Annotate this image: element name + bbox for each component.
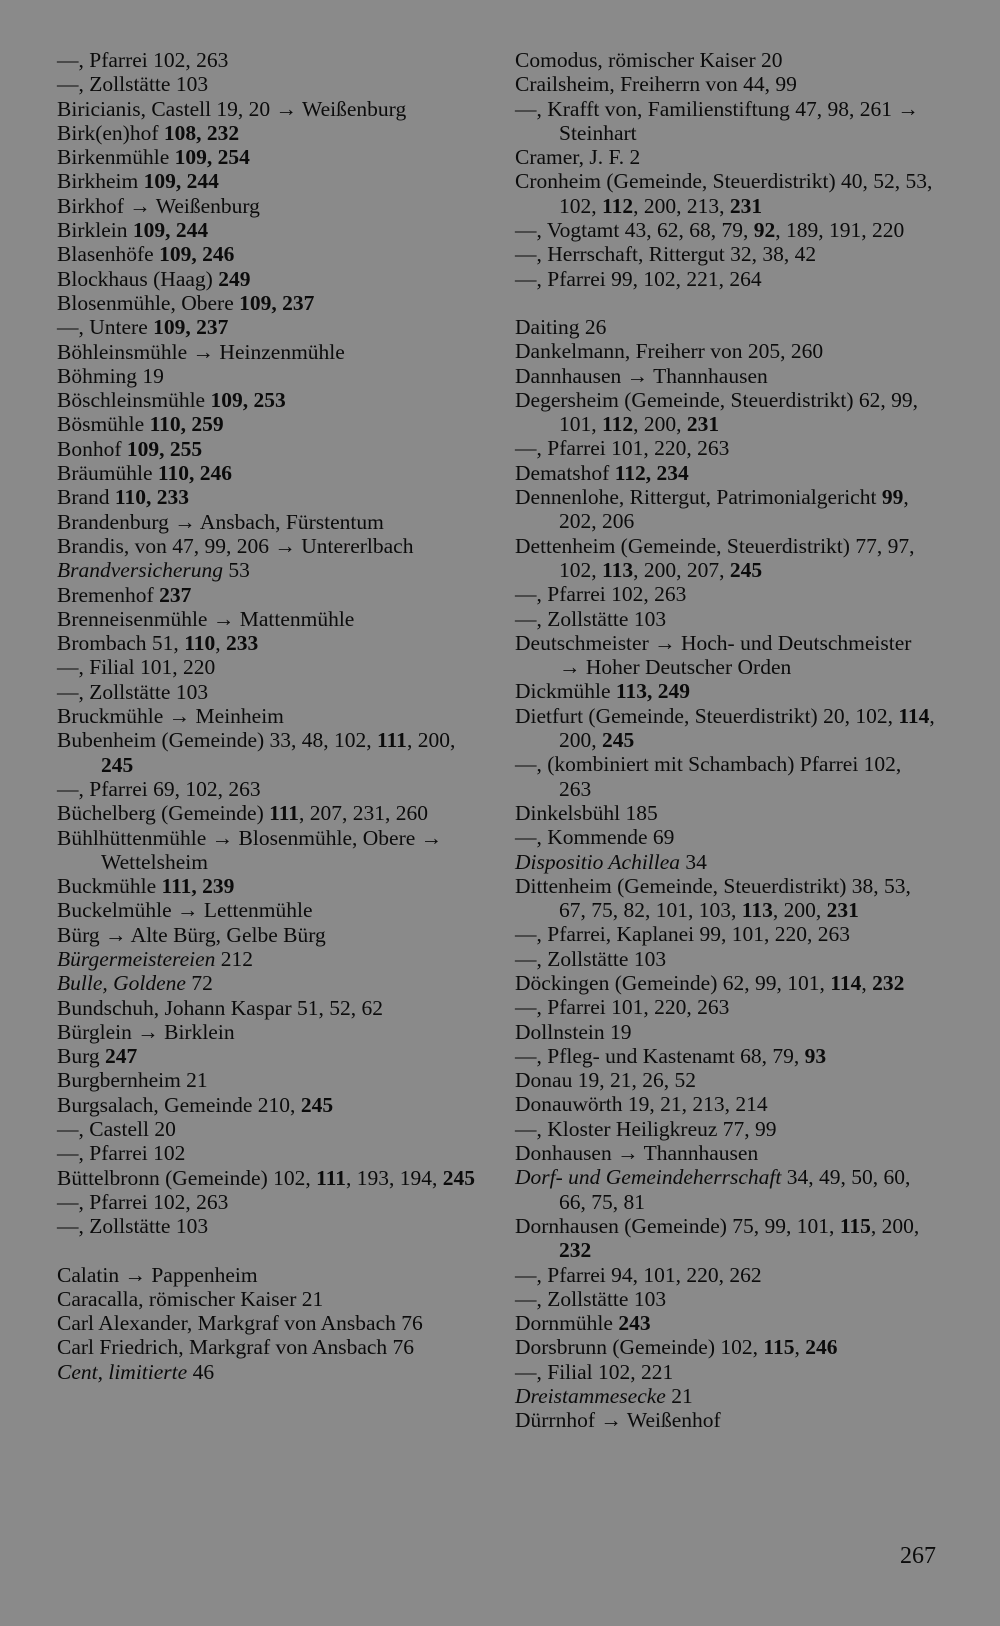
- entry-text: Dornhausen (Gemeinde) 75, 99, 101,: [515, 1213, 840, 1238]
- subject-term-italic: Bürgermeistereien: [57, 946, 216, 971]
- page-ref-bold: 113: [602, 557, 634, 582]
- entry-text: , 200,: [559, 703, 935, 753]
- entry-text: Birkenmühle: [57, 145, 175, 170]
- page-ref-bold: 245: [602, 728, 635, 753]
- page-ref-bold: 115: [763, 1335, 795, 1360]
- page-ref-bold: 114: [830, 970, 862, 995]
- index-entry: [515, 752, 935, 801]
- page-ref-bold: 245: [101, 752, 134, 777]
- entry-text: Crailsheim, Freiherrn von 44, 99: [515, 72, 797, 97]
- entry-text: —, Zollstätte 103: [515, 946, 667, 971]
- index-entry: [57, 777, 477, 801]
- index-column-right: [515, 48, 935, 1433]
- entry-text: —, Kloster Heiligkreuz 77, 99: [515, 1116, 777, 1141]
- index-entry: [515, 679, 935, 703]
- entry-text: Bräumühle: [57, 461, 158, 486]
- entry-text: —, Filial 102, 221: [515, 1359, 674, 1384]
- page-ref-bold: 111: [316, 1165, 347, 1190]
- index-entry: [57, 1141, 477, 1165]
- page-ref-bold: 109, 254: [174, 145, 250, 170]
- page-ref-bold: 110, 246: [157, 461, 232, 486]
- index-entry: [515, 582, 935, 606]
- entry-text: 212: [215, 946, 254, 971]
- page-ref-bold: 243: [618, 1311, 651, 1336]
- page-ref-bold: 233: [226, 631, 259, 656]
- page-ref-bold: 231: [729, 193, 763, 218]
- index-entry: [515, 339, 935, 363]
- entry-text: , 207, 231, 260: [299, 801, 429, 826]
- entry-text: ,: [861, 970, 873, 995]
- entry-text: Büchelberg (Gemeinde): [57, 801, 270, 826]
- entry-text: Deutschmeister → Hoch- und Deutschmeister → Hoher Deutscher Orden: [515, 630, 912, 680]
- index-entry: [57, 340, 477, 364]
- entry-text: Bundschuh, Johann Kaspar 51, 52, 62: [57, 995, 384, 1020]
- index-entry: [515, 461, 935, 485]
- page-ref-bold: 231: [826, 898, 859, 923]
- index-entry: [57, 97, 477, 121]
- entry-text: Bremenhof: [57, 582, 160, 607]
- entry-text: ,: [794, 1335, 806, 1360]
- entry-text: Blockhaus (Haag): [57, 266, 219, 291]
- entry-text: , 200,: [406, 728, 456, 753]
- entry-text: 34: [680, 849, 707, 874]
- index-entry: [57, 534, 477, 558]
- entry-text: —, Pfarrei 94, 101, 220, 262: [515, 1262, 762, 1287]
- entry-text: Birkhof → Weißenburg: [57, 193, 260, 218]
- index-entry: [515, 1068, 935, 1092]
- entry-text: , 200, 207,: [633, 557, 730, 582]
- entry-text: Donauwörth 19, 21, 213, 214: [515, 1092, 768, 1117]
- index-entry: [57, 510, 477, 534]
- index-entry: [57, 412, 477, 436]
- subject-term-italic: Dispositio Achillea: [515, 849, 681, 874]
- index-entry: [515, 1360, 935, 1384]
- entry-text: Comodus, römischer Kaiser 20: [515, 48, 783, 72]
- entry-text: ,: [215, 631, 227, 656]
- index-entry: [57, 1093, 477, 1117]
- index-entry: [57, 48, 477, 72]
- index-entry: [57, 1068, 477, 1092]
- entry-text: Bonhof: [57, 436, 127, 461]
- entry-text: Donhausen → Thannhausen: [515, 1141, 759, 1166]
- entry-text: , 193, 194,: [346, 1165, 443, 1190]
- index-entry: [57, 485, 477, 509]
- entry-text: —, Zollstätte 103: [515, 606, 667, 631]
- entry-text: —, Krafft von, Familienstiftung 47, 98, 261 → Steinhart: [515, 96, 919, 145]
- entry-text: Dennenlohe, Rittergut, Patrimonialgericht: [515, 485, 882, 510]
- subject-term-italic: Dreistammesecke: [515, 1384, 666, 1409]
- entry-text: Dannhausen → Thannhausen: [515, 363, 768, 388]
- index-entry: [57, 607, 477, 631]
- index-entry: [515, 315, 935, 339]
- entry-text: Buckmühle: [57, 874, 162, 899]
- page-ref-bold: 113, 249: [615, 679, 690, 704]
- entry-text: 53: [223, 558, 250, 583]
- entry-text: Donau 19, 21, 26, 52: [515, 1068, 696, 1093]
- index-entry: [57, 121, 477, 145]
- page-ref-bold: 112, 234: [614, 460, 689, 485]
- index-entry: [515, 1263, 935, 1287]
- entry-text: —, Untere: [57, 315, 154, 340]
- index-entry: [515, 1287, 935, 1311]
- index-column-left: [57, 48, 477, 1384]
- entry-text: Cramer, J. F. 2: [515, 145, 641, 170]
- entry-text: Döckingen (Gemeinde) 62, 99, 101,: [515, 970, 831, 995]
- entry-text: 46: [187, 1359, 215, 1384]
- page-ref-bold: 111, 239: [161, 874, 235, 899]
- entry-text: Böhming 19: [57, 363, 164, 388]
- index-entry: [515, 1020, 935, 1044]
- page-ref-bold: 109, 244: [132, 218, 209, 243]
- page-ref-bold: 237: [159, 582, 192, 607]
- index-entry: [515, 947, 935, 971]
- index-entry: [515, 388, 935, 437]
- index-entry: [515, 218, 935, 242]
- entry-text: Bubenheim (Gemeinde) 33, 48, 102,: [57, 728, 378, 753]
- entry-text: Blasenhöfe: [57, 242, 160, 267]
- index-entry: [515, 1117, 935, 1141]
- index-entry: [57, 169, 477, 193]
- entry-text: Cronheim (Gemeinde, Steuerdistrikt) 40, 52, 53, 102,: [515, 169, 933, 218]
- index-entry: [57, 631, 477, 655]
- index-entry: [515, 145, 935, 169]
- index-entry: [57, 461, 477, 485]
- page-ref-bold: 99: [881, 485, 904, 510]
- page-ref-bold: 110, 259: [149, 412, 224, 437]
- page-ref-bold: 112: [602, 412, 634, 437]
- entry-text: Biricianis, Castell 19, 20 → Weißenburg: [57, 96, 407, 121]
- entry-text: —, (kombiniert mit Schambach) Pfarrei 102, 263: [515, 752, 902, 801]
- index-entry: [57, 1335, 477, 1359]
- index-entry: [57, 680, 477, 704]
- index-entry: [57, 923, 477, 947]
- entry-text: Bösmühle: [57, 412, 150, 437]
- page-ref-bold: 109, 237: [153, 315, 229, 340]
- index-entry: [515, 607, 935, 631]
- index-entry: [515, 1141, 935, 1165]
- page-ref-bold: 110: [184, 631, 216, 656]
- index-entry: [515, 825, 935, 849]
- subject-term-italic: Cent, limitierte: [57, 1359, 188, 1384]
- index-entry: [515, 436, 935, 460]
- entry-text: 21: [665, 1384, 693, 1409]
- page-ref-bold: 232: [559, 1238, 592, 1263]
- page-ref-bold: 231: [686, 412, 720, 437]
- index-entry: [515, 1384, 935, 1408]
- index-entry: [515, 364, 935, 388]
- entry-text: Brombach 51,: [57, 631, 185, 656]
- index-entry: [57, 558, 477, 582]
- index-entry: [515, 1214, 935, 1263]
- entry-text: Brandenburg → Ansbach, Fürstentum: [57, 509, 384, 534]
- index-entry: [515, 534, 935, 583]
- subject-term-italic: Dorf- und Gemeindeherrschaft: [515, 1165, 782, 1190]
- index-entry: [57, 72, 477, 96]
- index-entry: [57, 1311, 477, 1335]
- page-ref-bold: 108, 232: [163, 120, 240, 145]
- page-ref-bold: 93: [804, 1043, 827, 1068]
- index-entry: [515, 995, 935, 1019]
- entry-text: Brand: [57, 485, 115, 510]
- entry-text: , 200, 213,: [633, 193, 730, 218]
- index-entry: [515, 1044, 935, 1068]
- entry-text: —, Pfarrei 102: [57, 1141, 186, 1166]
- entry-text: —, Filial 101, 220: [57, 655, 216, 680]
- entry-text: —, Vogtamt 43, 62, 68, 79,: [515, 218, 754, 243]
- page-ref-bold: 246: [805, 1335, 838, 1360]
- index-entry: [57, 242, 477, 266]
- index-entry: [57, 704, 477, 728]
- page-ref-bold: 111: [269, 801, 300, 826]
- entry-text: Burgsalach, Gemeinde 210,: [57, 1092, 301, 1117]
- index-entry: [515, 971, 935, 995]
- entry-text: Bürglein → Birklein: [57, 1019, 235, 1044]
- entry-text: —, Pfarrei, Kaplanei 99, 101, 220, 263: [515, 922, 850, 947]
- entry-text: Bühlhüttenmühle → Blosenmühle, Obere → Wettelsheim: [57, 825, 443, 874]
- entry-text: —, Castell 20: [57, 1117, 176, 1142]
- index-entry: [57, 826, 477, 875]
- index-entry: [57, 1020, 477, 1044]
- index-entry: [515, 485, 935, 534]
- index-entry: [57, 655, 477, 679]
- index-entry: [57, 291, 477, 315]
- page-ref-bold: 247: [105, 1044, 138, 1069]
- section-gap: [57, 1239, 477, 1263]
- entry-text: —, Pfarrei 102, 263: [57, 48, 229, 72]
- entry-text: Dorsbrunn (Gemeinde) 102,: [515, 1335, 764, 1360]
- index-entry: [57, 364, 477, 388]
- index-entry: [57, 218, 477, 242]
- index-entry: [515, 242, 935, 266]
- index-entry: [515, 631, 935, 680]
- entry-text: Daiting 26: [515, 314, 607, 339]
- index-entry: [57, 315, 477, 339]
- index-entry: [57, 145, 477, 169]
- entry-text: Carl Alexander, Markgraf von Ansbach 76: [57, 1311, 423, 1336]
- index-entry: [57, 1166, 477, 1190]
- index-entry: [515, 169, 935, 218]
- entry-text: —, Zollstätte 103: [57, 679, 209, 704]
- entry-text: Burgbernheim 21: [57, 1068, 208, 1093]
- index-entry: [515, 874, 935, 923]
- entry-text: Brenneisenmühle → Mattenmühle: [57, 606, 355, 631]
- index-entry: [515, 1335, 935, 1359]
- entry-text: Dollnstein 19: [515, 1019, 632, 1044]
- entry-text: —, Pfarrei 102, 263: [515, 582, 687, 607]
- entry-text: —, Zollstätte 103: [57, 72, 209, 97]
- entry-text: , 200,: [633, 412, 687, 437]
- page-ref-bold: 113: [741, 898, 773, 923]
- index-entry: [57, 947, 477, 971]
- entry-text: Böhleinsmühle → Heinzenmühle: [57, 339, 345, 364]
- entry-text: —, Zollstätte 103: [57, 1214, 209, 1239]
- entry-text: Birklein: [57, 218, 133, 243]
- index-entry: [57, 1263, 477, 1287]
- page-ref-bold: 245: [442, 1165, 476, 1190]
- entry-text: Dürrnhof → Weißenhof: [515, 1408, 721, 1433]
- entry-text: —, Pfarrei 101, 220, 263: [515, 995, 730, 1020]
- index-entry: [57, 1360, 477, 1384]
- entry-text: 34, 49, 50, 60, 66, 75, 81: [559, 1165, 911, 1214]
- entry-text: Dettenheim (Gemeinde, Steuerdistrikt) 77, 97, 102,: [515, 533, 915, 582]
- section-gap: [515, 291, 935, 315]
- page-ref-bold: 109, 237: [239, 290, 315, 315]
- page-ref-bold: 232: [872, 970, 905, 995]
- entry-text: , 200,: [870, 1213, 920, 1238]
- index-entry: [57, 996, 477, 1020]
- entry-text: —, Pfarrei 102, 263: [57, 1189, 229, 1214]
- index-entry: [57, 1287, 477, 1311]
- subject-term-italic: Brandversicherung: [57, 558, 223, 583]
- entry-text: —, Herrschaft, Rittergut 32, 38, 42: [515, 242, 817, 267]
- index-entry: [57, 728, 477, 777]
- entry-text: Dankelmann, Freiherr von 205, 260: [515, 339, 824, 364]
- page-ref-bold: 245: [729, 557, 763, 582]
- entry-text: Bürg → Alte Bürg, Gelbe Bürg: [57, 922, 326, 947]
- index-entry: [57, 1044, 477, 1068]
- page-ref-bold: 115: [839, 1213, 871, 1238]
- entry-text: Dickmühle: [515, 679, 616, 704]
- index-entry: [515, 801, 935, 825]
- entry-text: Dittenheim (Gemeinde, Steuerdistrikt) 38, 53, 67, 75, 82, 101, 103,: [515, 873, 911, 923]
- index-entry: [515, 1165, 935, 1214]
- index-entry: [57, 583, 477, 607]
- entry-text: Burg: [57, 1044, 105, 1069]
- index-entry: [515, 48, 935, 72]
- index-entry: [515, 922, 935, 946]
- page-ref-bold: 110, 233: [114, 485, 189, 510]
- entry-text: Birkheim: [57, 169, 144, 194]
- page-ref-bold: 109, 246: [159, 242, 235, 267]
- entry-text: —, Kommende 69: [515, 825, 675, 850]
- page-ref-bold: 109, 255: [126, 436, 203, 461]
- index-entry: [57, 874, 477, 898]
- index-entry: [57, 437, 477, 461]
- entry-text: Birk(en)hof: [57, 120, 164, 145]
- entry-text: —, Pfarrei 101, 220, 263: [515, 436, 730, 461]
- page-ref-bold: 114: [898, 703, 930, 728]
- index-entry: [57, 194, 477, 218]
- subject-term-italic: Bulle, Goldene: [57, 971, 186, 996]
- page-ref-bold: 249: [218, 266, 251, 291]
- index-entry: [515, 1311, 935, 1335]
- page-ref-bold: 245: [300, 1092, 334, 1117]
- index-entry: [57, 801, 477, 825]
- index-entry: [515, 97, 935, 146]
- entry-text: —, Pfarrei 69, 102, 263: [57, 776, 261, 801]
- entry-text: Degersheim (Gemeinde, Steuerdistrikt) 62, 99, 101,: [515, 387, 919, 437]
- page-ref-bold: 112: [602, 193, 634, 218]
- index-entry: [515, 850, 935, 874]
- index-entry: [515, 1408, 935, 1432]
- index-entry: [57, 267, 477, 291]
- page-ref-bold: 92: [753, 218, 776, 243]
- entry-text: Carl Friedrich, Markgraf von Ansbach 76: [57, 1335, 415, 1360]
- entry-text: Brandis, von 47, 99, 206 → Untererlbach: [57, 533, 414, 558]
- index-entry: [57, 388, 477, 412]
- entry-text: —, Pfleg- und Kastenamt 68, 79,: [515, 1043, 805, 1068]
- index-entry: [515, 704, 935, 753]
- entry-text: Böschleinsmühle: [57, 388, 211, 413]
- index-entry: [57, 1214, 477, 1238]
- entry-text: Blosenmühle, Obere: [57, 290, 240, 315]
- index-entry: [57, 971, 477, 995]
- index-entry: [515, 72, 935, 96]
- page-ref-bold: 111: [377, 728, 407, 753]
- entry-text: Dinkelsbühl 185: [515, 800, 658, 825]
- entry-text: , 200,: [772, 898, 827, 923]
- entry-text: Buckelmühle → Lettenmühle: [57, 898, 313, 923]
- entry-text: , 189, 191, 220: [775, 218, 905, 243]
- entry-text: Bruckmühle → Meinheim: [57, 704, 284, 729]
- entry-text: —, Pfarrei 99, 102, 221, 264: [515, 266, 762, 291]
- entry-text: Dematshof: [515, 460, 615, 485]
- entry-text: —, Zollstätte 103: [515, 1286, 667, 1311]
- page-ref-bold: 109, 253: [210, 388, 286, 413]
- index-entry: [515, 267, 935, 291]
- page-ref-bold: 109, 244: [143, 169, 219, 194]
- entry-text: Caracalla, römischer Kaiser 21: [57, 1286, 324, 1311]
- index-entry: [57, 1117, 477, 1141]
- entry-text: 72: [185, 971, 213, 996]
- index-entry: [57, 1190, 477, 1214]
- index-entry: [515, 1092, 935, 1116]
- entry-text: , 202, 206: [559, 485, 909, 534]
- index-entry: [57, 898, 477, 922]
- page-number: 267: [900, 1543, 936, 1569]
- entry-text: Dietfurt (Gemeinde, Steuerdistrikt) 20, 102,: [515, 703, 899, 728]
- entry-text: Calatin → Pappenheim: [57, 1262, 258, 1287]
- entry-text: Dornmühle: [515, 1311, 619, 1336]
- entry-text: Büttelbronn (Gemeinde) 102,: [57, 1165, 317, 1190]
